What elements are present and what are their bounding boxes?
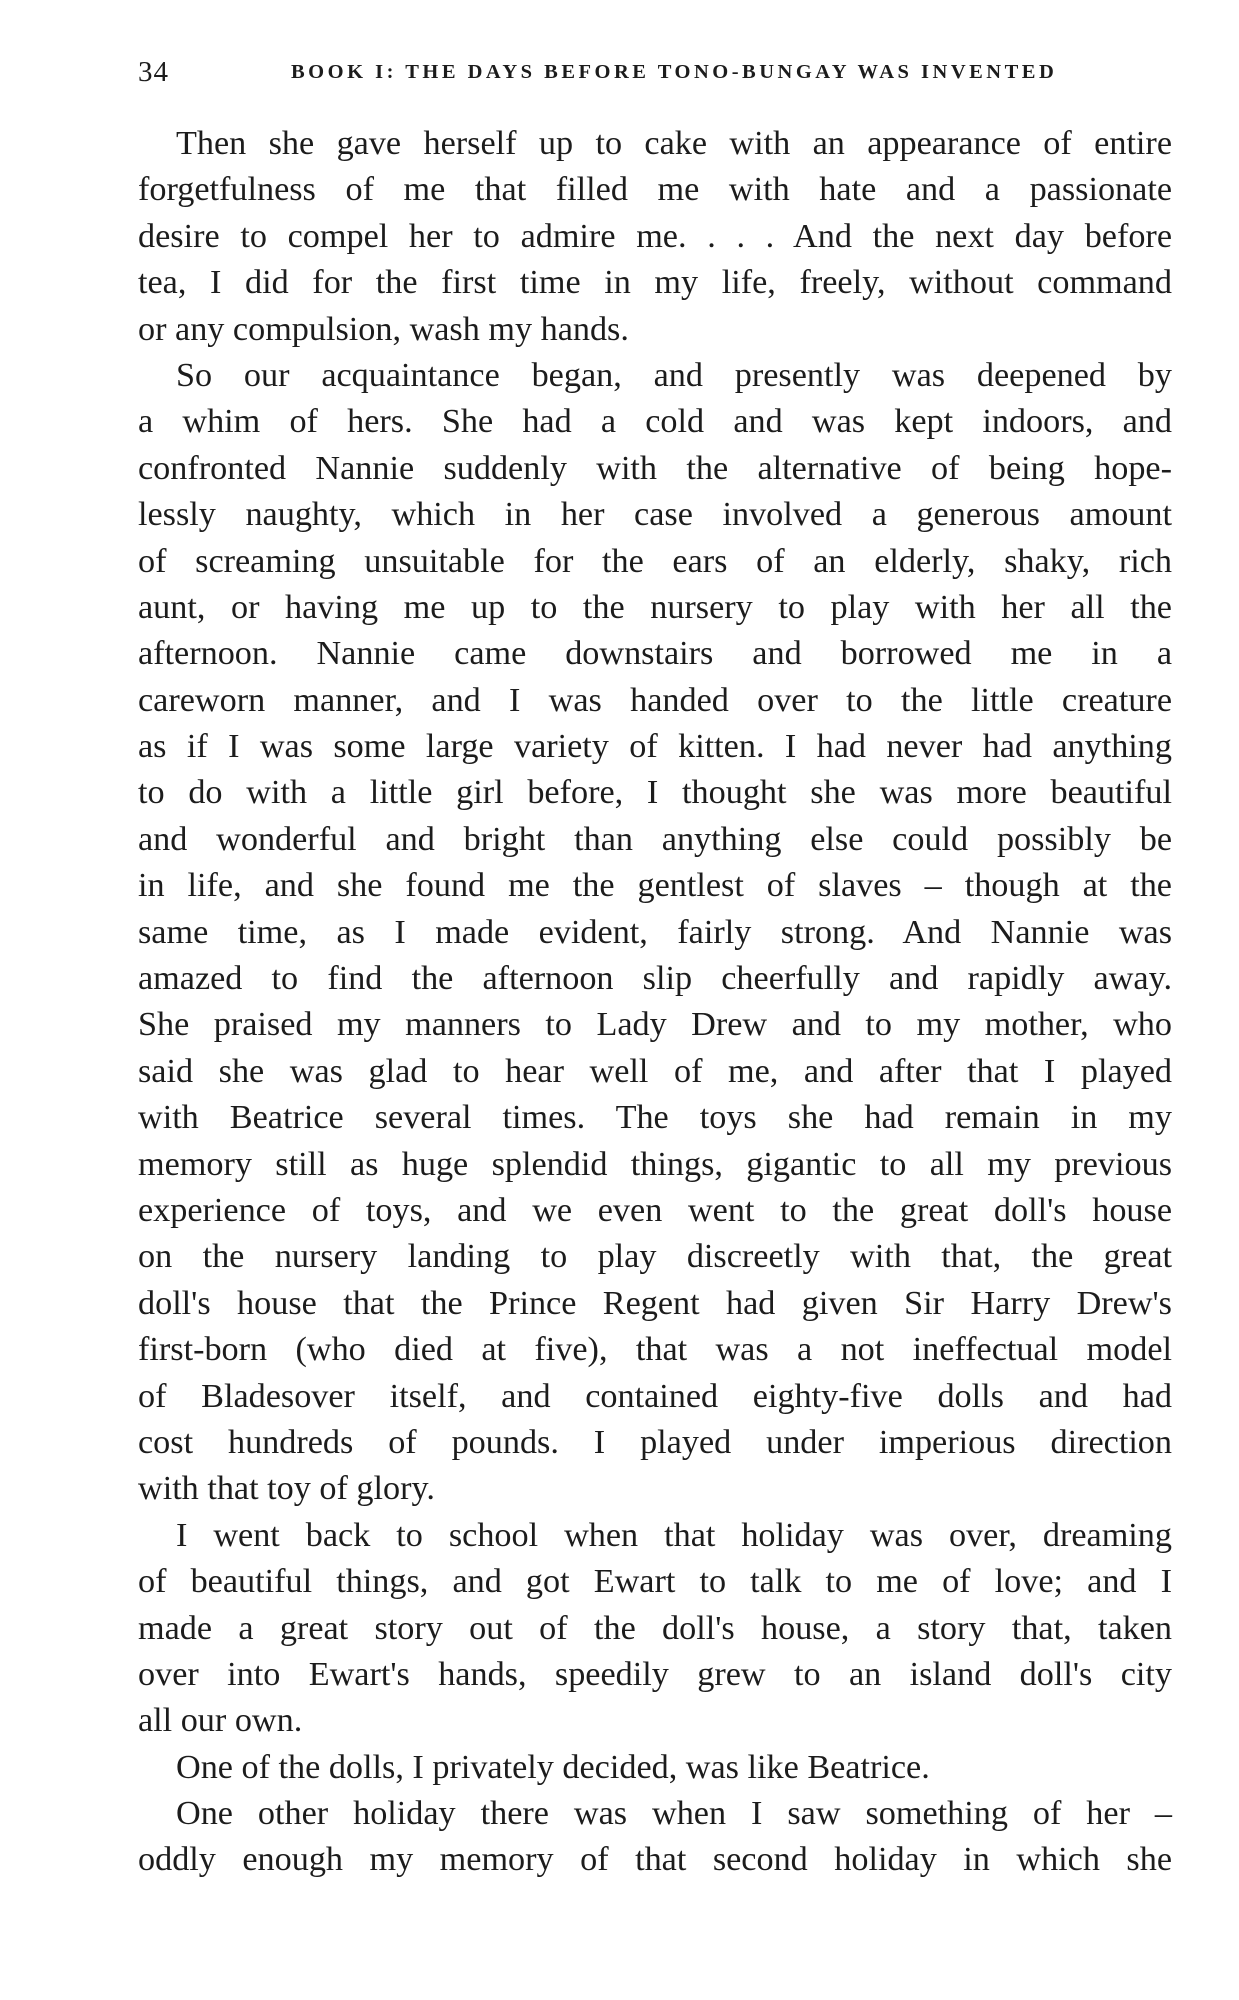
text-line: on the nursery landing to play discreetly with that, the great <box>138 1238 1172 1276</box>
text-line: afternoon. Nannie came downstairs and borrowed me in a <box>138 635 1172 673</box>
running-head-title: BOOK I: THE DAYS BEFORE TONO-BUNGAY WAS INVENTED <box>291 61 1058 83</box>
text-line: I went back to school when that holiday was over, dreaming <box>176 1516 1172 1554</box>
text-line: and wonderful and bright than anything else could possibly be <box>138 820 1172 858</box>
text-line: said she was glad to hear well of me, and after that I played <box>138 1052 1172 1090</box>
page-number: 34 <box>138 56 169 88</box>
text-line: One of the dolls, I privately decided, was like Beatrice. <box>176 1748 930 1786</box>
text-line: to do with a little girl before, I thought she was more beautiful <box>138 774 1172 812</box>
text-line: of Bladesover itself, and contained eighty-five dolls and had <box>138 1377 1172 1415</box>
text-line: or any compulsion, wash my hands. <box>138 310 629 348</box>
text-line: as if I was some large variety of kitten. I had never had anything <box>138 728 1172 766</box>
text-line: experience of toys, and we even went to the great doll's house <box>138 1191 1172 1229</box>
text-line: careworn manner, and I was handed over to the little creature <box>138 681 1172 719</box>
text-line: in life, and she found me the gentlest of slaves – though at the <box>138 867 1172 905</box>
text-line: same time, as I made evident, fairly strong. And Nannie was <box>138 913 1172 951</box>
text-line: doll's house that the Prince Regent had given Sir Harry Drew's <box>138 1284 1172 1322</box>
text-line: lessly naughty, which in her case involved a generous amount <box>138 496 1172 534</box>
text-line: with Beatrice several times. The toys she had remain in my <box>138 1099 1172 1137</box>
text-line: memory still as huge splendid things, gigantic to all my previous <box>138 1145 1172 1183</box>
text-line: all our own. <box>138 1702 303 1740</box>
text-line: first-born (who died at five), that was a not ineffectual model <box>138 1331 1172 1369</box>
text-line: made a great story out of the doll's house, a story that, taken <box>138 1609 1172 1647</box>
text-line: One other holiday there was when I saw something of her – <box>176 1795 1172 1833</box>
text-line: tea, I did for the first time in my life, freely, without command <box>138 264 1172 302</box>
text-line: a whim of hers. She had a cold and was kept indoors, and <box>138 403 1172 441</box>
text-line: cost hundreds of pounds. I played under imperious direction <box>138 1423 1172 1461</box>
text-line: aunt, or having me up to the nursery to play with her all the <box>138 588 1172 626</box>
text-line: over into Ewart's hands, speedily grew to an island doll's city <box>138 1655 1172 1693</box>
text-line: desire to compel her to admire me. . . . And the next day before <box>138 217 1172 255</box>
text-line: Then she gave herself up to cake with an appearance of entire <box>176 125 1172 162</box>
text-line: with that toy of glory. <box>138 1470 435 1508</box>
text-line: She praised my manners to Lady Drew and to my mother, who <box>138 1006 1172 1044</box>
text-line: confronted Nannie suddenly with the alternative of being hope- <box>138 449 1172 487</box>
text-line: oddly enough my memory of that second holiday in which she <box>138 1841 1172 1879</box>
text-line: of screaming unsuitable for the ears of an elderly, shaky, rich <box>138 542 1172 580</box>
body-text <box>138 121 1172 1884</box>
text-line: forgetfulness of me that filled me with hate and a passionate <box>138 171 1172 209</box>
text-line: So our acquaintance began, and presently was deepened by <box>176 356 1172 394</box>
text-line: amazed to find the afternoon slip cheerfully and rapidly away. <box>138 960 1172 998</box>
running-head <box>138 56 1172 88</box>
text-line: of beautiful things, and got Ewart to talk to me of love; and I <box>138 1563 1172 1601</box>
